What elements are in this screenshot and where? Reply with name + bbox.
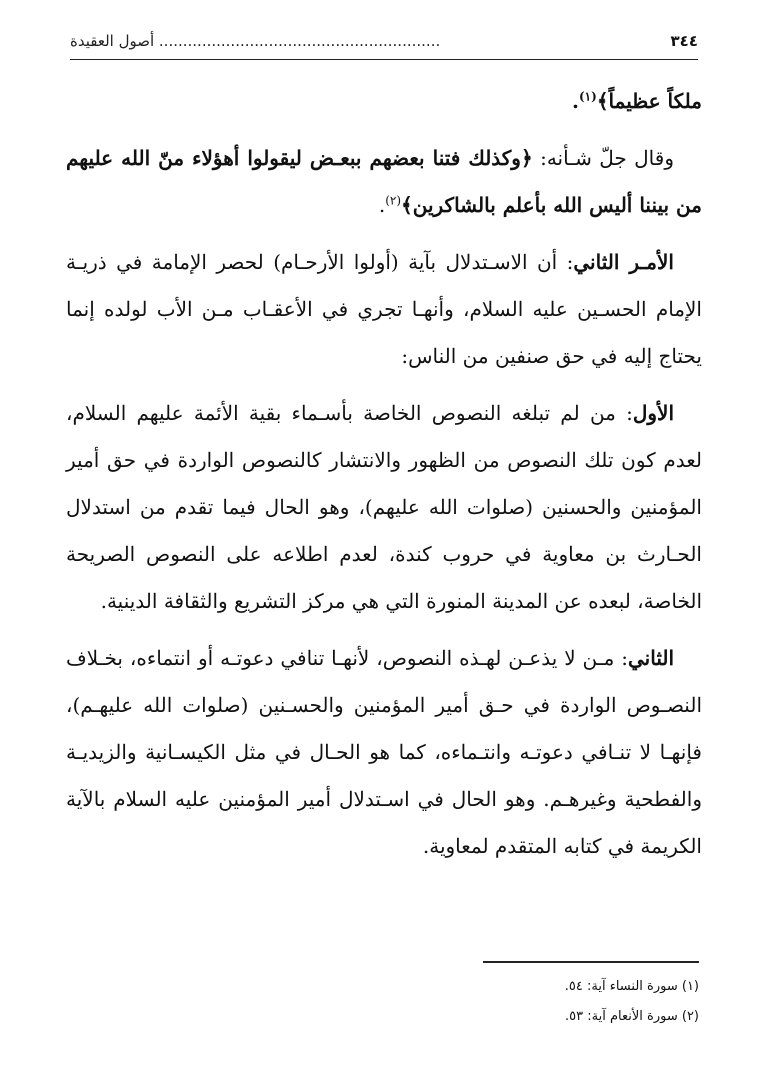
paragraph-2-lead: وقال جلّ شـأنه: — [532, 146, 674, 170]
page-header — [70, 24, 698, 58]
footnote-rule — [483, 961, 699, 963]
paragraph-1-tail: . — [572, 89, 579, 113]
footnotes — [71, 972, 699, 1032]
paragraph-5 — [66, 635, 702, 870]
section-label-second-matter: الأمـر الثاني — [573, 250, 674, 274]
paragraph-4-text: : من لم تبلغه النصوص الخاصة بأسـماء بقية الأئمة عليهم السلام، لعدم كون تلك النصوص من الظهور والانتشار كالنصوص الواردة في حق أمير المؤمنين والحسنين (صلوات الله عليهم)، وهو الحال فيما تقدم من استدلال الحـارث بن معاوية في حروب كندة، لعدم اطلاعه على النصوص الصريحة الخاصة، لبعده عن المدينة المنورة التي هي مركز التشريع والثقافة الدينية. — [66, 401, 702, 613]
body-text — [66, 78, 702, 880]
footnote-ref-2: (٢) — [385, 193, 402, 208]
footnote-2: (٢) سورة الأنعام آية: ٥٣. — [565, 1009, 699, 1024]
label-second: الثاني — [628, 646, 675, 670]
footnote-1: (١) سورة النساء آية: ٥٤. — [564, 979, 699, 994]
paragraph-5-text: : مـن لا يذعـن لهـذه النصوص، لأنهـا تنافي دعوتـه أو انتماءه، بخـلاف النصـوص الواردة في حـق أمير المؤمنين والحسـنين (صلوات الله عليهـم)، فإنهـا لا تنـافي دعوتـه وانتـماءه، كما هو الحـال في مثل الكيسـانية والزيديـة والفطحية وغيرهـم. وهو الحال في اسـتدلال أمير المؤمنين عليه السلام بالآية الكريمة في كتابه المتقدم لمعاوية. — [66, 646, 702, 858]
paragraph-2 — [66, 135, 702, 229]
quran-quote: ﴿وكذلك فتنا بعضهم ببعـض ليقولوا أهؤلاء منّ الله عليهم من بيننا أليس الله بأعلم بالشاكرين﴾ — [66, 146, 702, 217]
quote-ending: ملكاً عظيماً﴾ — [596, 89, 702, 113]
paragraph-3 — [66, 239, 702, 380]
paragraph-4 — [66, 390, 702, 625]
footnote-ref-1: (١) — [578, 89, 597, 104]
header-rule — [70, 59, 698, 60]
paragraph-1 — [66, 78, 702, 125]
page-number: ٣٤٤ — [670, 32, 698, 50]
running-title: ........................................................... أصول العقيدة — [70, 32, 441, 50]
paragraph-3-text: : أن الاسـتدلال بآية (أولوا الأرحـام) لحصر الإمامة في ذريـة الإمام الحسـين عليه السلام، وأنهـا تجري في الأعقـاب مـن الأب لولده إنما يحتاج إليه في حق صنفين من الناس: — [66, 250, 702, 368]
label-first: الأول — [632, 401, 675, 425]
paragraph-2-tail: . — [378, 193, 386, 217]
